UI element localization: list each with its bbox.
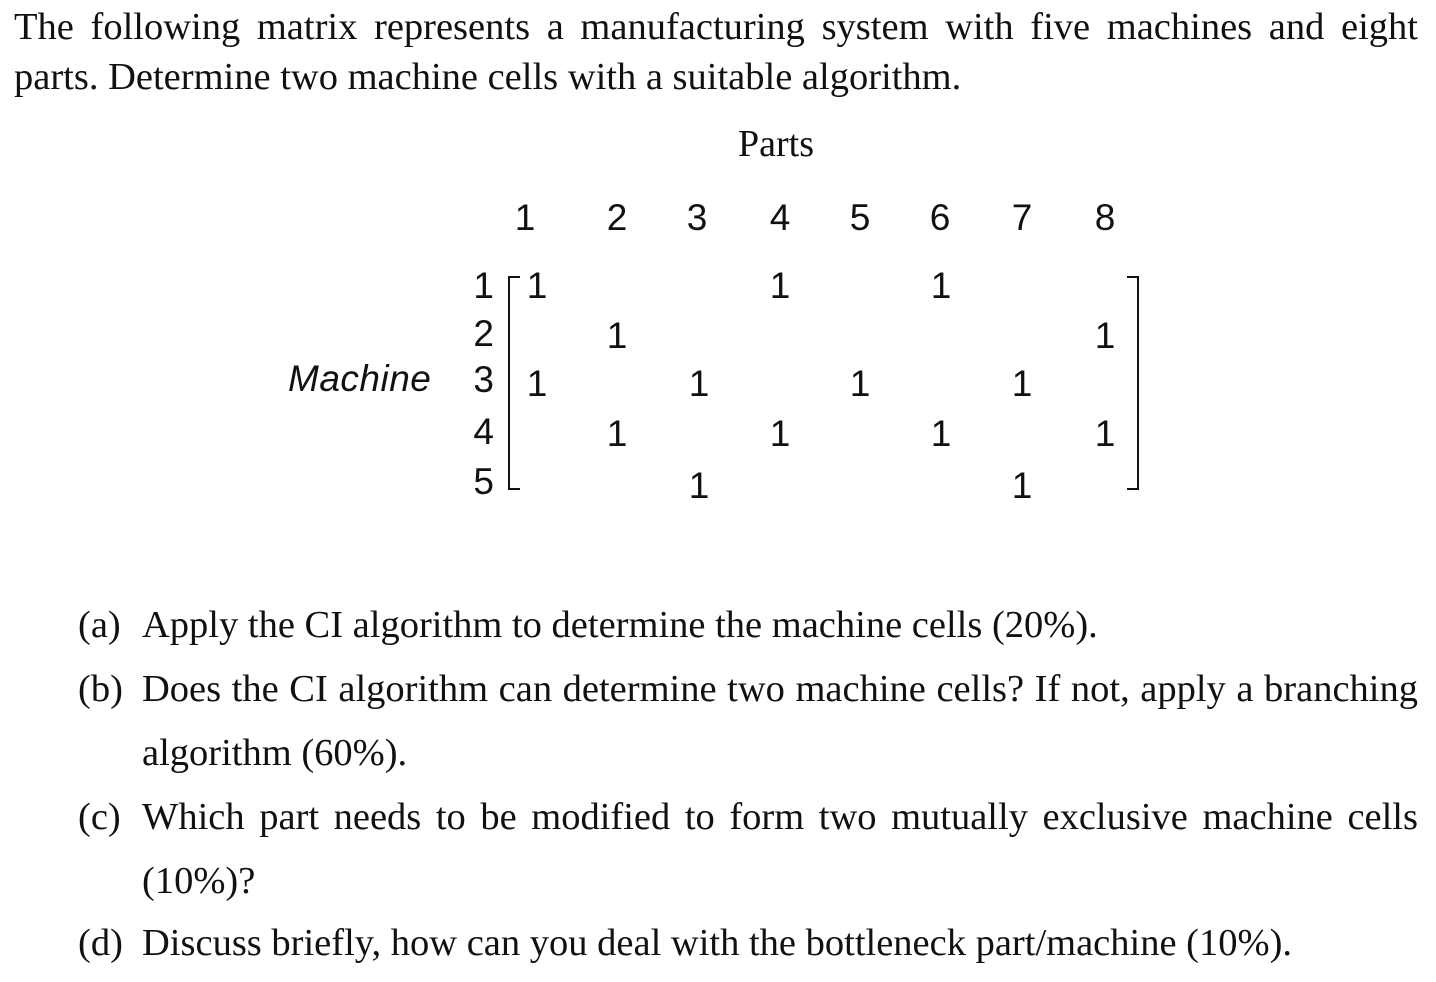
question-text: Which part needs to be modified to form two mutually exclusive machine cells (10%)? <box>142 796 1418 902</box>
matrix-row-title: Machine <box>288 358 432 399</box>
question-text: Discuss briefly, how can you deal with the bottleneck part/machine (10%). <box>142 922 1293 964</box>
matrix-cell: 1 <box>930 413 952 454</box>
column-header: 1 <box>514 197 536 238</box>
question-text: Does the CI algorithm can determine two machine cells? If not, apply a branching algorithm (60%). <box>142 668 1418 774</box>
matrix-cell: 1 <box>526 265 548 306</box>
matrix-cell: 1 <box>1011 465 1033 506</box>
column-header: 6 <box>929 197 951 238</box>
question-d <box>0 918 1436 968</box>
problem-statement: The following matrix represents a manufacturing system with five machines and eight parts. Determine two machine cells with a suitable algorithm. <box>14 6 1418 98</box>
column-header: 8 <box>1094 197 1116 238</box>
column-header: 3 <box>686 197 708 238</box>
row-header: 1 <box>473 265 494 306</box>
row-header: 4 <box>473 411 494 452</box>
row-header: 5 <box>473 461 494 502</box>
column-header: 5 <box>849 197 871 238</box>
matrix-cell: 1 <box>688 363 710 404</box>
column-header: 2 <box>606 197 628 238</box>
matrix-cell: 1 <box>930 265 952 306</box>
question-a <box>0 600 1436 650</box>
matrix-cell: 1 <box>849 363 871 404</box>
matrix-cell: 1 <box>606 315 628 356</box>
row-header: 3 <box>473 359 494 400</box>
matrix-column-title: Parts <box>738 123 814 165</box>
column-header: 4 <box>769 197 791 238</box>
matrix-cell: 1 <box>688 465 710 506</box>
question-label: (a) <box>78 604 121 646</box>
matrix-cell: 1 <box>606 413 628 454</box>
question-text: Apply the CI algorithm to determine the machine cells (20%). <box>142 604 1098 646</box>
row-header: 2 <box>473 313 494 354</box>
question-label: (b) <box>78 668 123 710</box>
matrix-cell: 1 <box>1094 413 1116 454</box>
question-c <box>0 792 1436 908</box>
question-label: (d) <box>78 922 123 964</box>
matrix-cell: 1 <box>1094 315 1116 356</box>
question-label: (c) <box>78 796 121 838</box>
column-header: 7 <box>1011 197 1033 238</box>
matrix-cell: 1 <box>1011 363 1033 404</box>
matrix-cell: 1 <box>526 363 548 404</box>
matrix-cell: 1 <box>769 413 791 454</box>
question-b <box>0 664 1436 780</box>
matrix-cell: 1 <box>769 265 791 306</box>
